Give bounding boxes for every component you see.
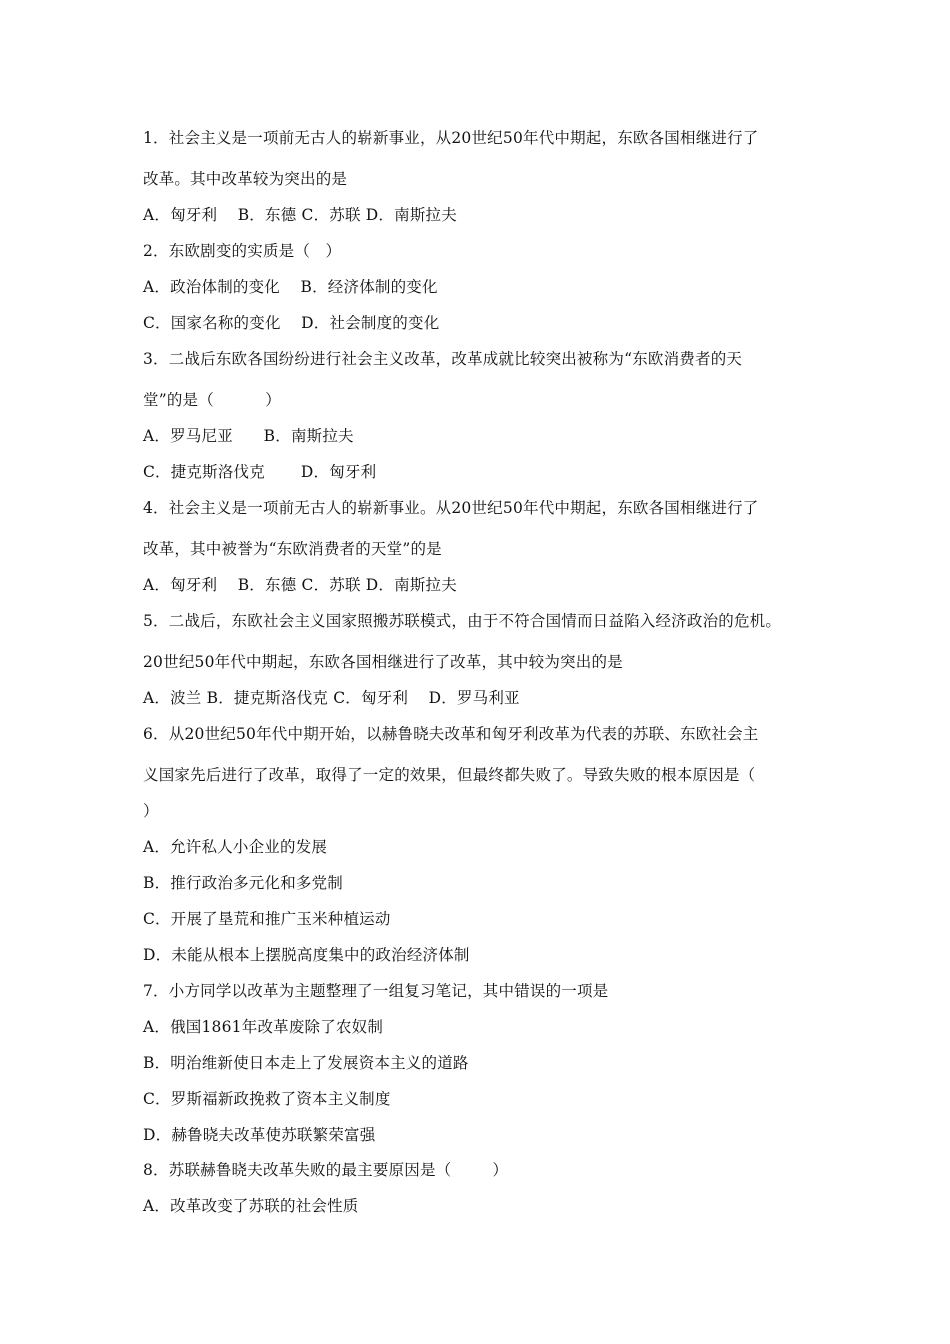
q1-stem-line2: 改革。其中改革较为突出的是: [143, 170, 348, 188]
q2-options-ab: A．政治体制的变化 B．经济体制的变化: [143, 278, 438, 296]
q3-stem-line1: 3．二战后东欧各国纷纷进行社会主义改革，改革成就比较突出被称为“东欧消费者的天: [143, 350, 743, 368]
q2-options-cd: C．国家名称的变化 D．社会制度的变化: [143, 314, 440, 332]
q5-stem-line1: 5．二战后，东欧社会主义国家照搬苏联模式，由于不符合国情而日益陷入经济政治的危机。: [143, 612, 782, 630]
q3-options-cd: C．捷克斯洛伐克 D．匈牙利: [143, 463, 377, 481]
q7-option-d: D．赫鲁晓夫改革使苏联繁荣富强: [143, 1126, 376, 1144]
q5-stem-line2: 20世纪50年代中期起，东欧各国相继进行了改革，其中较为突出的是: [143, 653, 623, 671]
q7-option-c: C．罗斯福新政挽救了资本主义制度: [143, 1090, 391, 1108]
q6-option-b: B．推行政治多元化和多党制: [143, 874, 343, 892]
q4-options: A．匈牙利 B．东德 C．苏联 D．南斯拉夫: [143, 576, 457, 594]
q5-options: A．波兰 B．捷克斯洛伐克 C．匈牙利 D．罗马利亚: [143, 689, 520, 707]
q2-stem: 2．东欧剧变的实质是（ ）: [143, 242, 342, 260]
q1-stem-line1: 1．社会主义是一项前无古人的崭新事业，从20世纪50年代中期起，东欧各国相继进行了: [143, 129, 759, 147]
q6-stem-line3: ）: [143, 802, 159, 820]
q7-option-a: A．俄国1861年改革废除了农奴制: [143, 1018, 384, 1036]
q6-option-d: D．未能从根本上摆脱高度集中的政治经济体制: [143, 946, 470, 964]
q8-stem: 8．苏联赫鲁晓夫改革失败的最主要原因是（ ）: [143, 1161, 509, 1179]
q4-stem-line2: 改革，其中被誉为“东欧消费者的天堂”的是: [143, 540, 442, 558]
q7-option-b: B．明治维新使日本走上了发展资本主义的道路: [143, 1054, 469, 1072]
q6-option-a: A．允许私人小企业的发展: [143, 838, 328, 856]
q6-stem-line1: 6．从20世纪50年代中期开始，以赫鲁晓夫改革和匈牙利改革为代表的苏联、东欧社会主: [143, 725, 759, 743]
q7-stem: 7．小方同学以改革为主题整理了一组复习笔记，其中错误的一项是: [143, 982, 609, 1000]
q3-options-ab: A．罗马尼亚 B．南斯拉夫: [143, 427, 354, 445]
q6-stem-line2: 义国家先后进行了改革，取得了一定的效果，但最终都失败了。导致失败的根本原因是（: [143, 766, 756, 784]
q3-stem-line2: 堂”的是（ ）: [143, 391, 281, 409]
q4-stem-line1: 4．社会主义是一项前无古人的崭新事业。从20世纪50年代中期起，东欧各国相继进行了: [143, 499, 759, 517]
q6-option-c: C．开展了垦荒和推广玉米种植运动: [143, 910, 391, 928]
q8-option-a: A．改革改变了苏联的社会性质: [143, 1197, 359, 1215]
q1-options: A．匈牙利 B．东德 C．苏联 D．南斯拉夫: [143, 206, 457, 224]
